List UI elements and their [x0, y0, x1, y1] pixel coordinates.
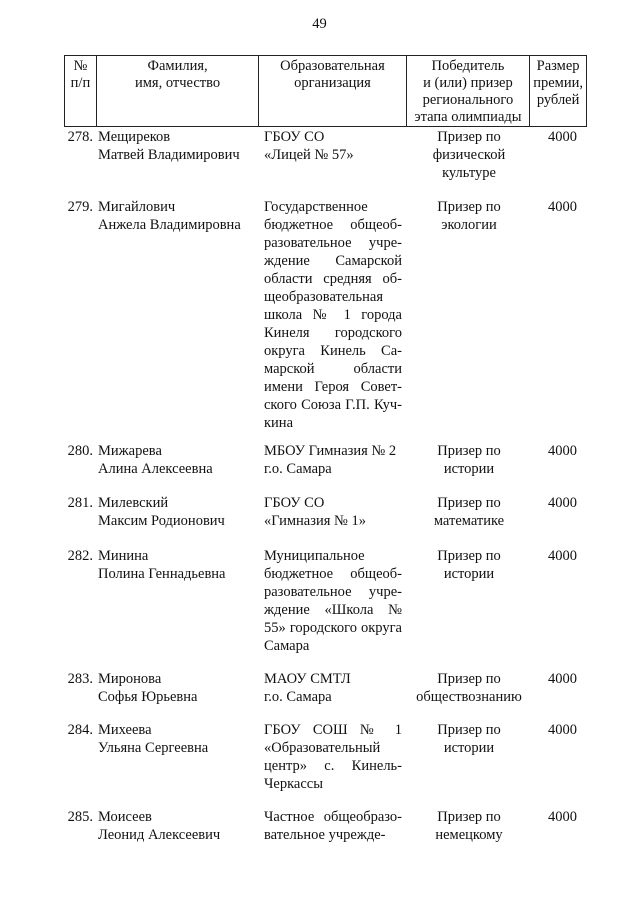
header-name: Фамилия, имя, отчество: [97, 56, 259, 126]
row-name: Милевский Максим Родионович: [98, 495, 225, 529]
row-name: Михеева Ульяна Сергеевна: [98, 722, 209, 756]
row-name: Мигайлович Анжела Владимировна: [98, 199, 241, 233]
row-organization: Частное общеобразо-вательное учрежде-: [264, 809, 402, 843]
row-award: Призер по обществознанию: [416, 671, 522, 705]
table-row: [64, 128, 587, 182]
row-number: 285.: [67, 809, 93, 825]
row-award: Призер по экологии: [437, 199, 501, 233]
table-row: [64, 547, 587, 655]
table-row: [64, 808, 587, 844]
row-organization: Государственное бюджетное общеоб-разовательное учре-ждение Самарской области средняя об-щеобразовательная школа № 1 города Кинеля городского округа Кинель Са-марской области имени Героя Совет-ского Союза Г.П. Куч-кина: [264, 199, 402, 431]
row-organization: ГБОУ СО «Лицей № 57»: [264, 129, 354, 163]
row-award: Призер по истории: [437, 548, 501, 582]
header-number: № п/п: [65, 56, 97, 126]
row-award: Призер по истории: [437, 722, 501, 756]
table-header: [64, 55, 587, 127]
table-row: [64, 442, 587, 478]
row-number: 280.: [67, 443, 93, 459]
row-organization: ГБОУ СОШ № 1 «Образовательный центр» с. Кинель-Черкассы: [264, 722, 402, 792]
row-prize: 4000: [548, 548, 577, 564]
row-award: Призер по физической культуре: [432, 129, 506, 181]
row-award: Призер по истории: [437, 443, 501, 477]
table-row: [64, 721, 587, 793]
row-organization: ГБОУ СО «Гимназия № 1»: [264, 495, 366, 529]
row-organization: МАОУ СМТЛ г.о. Самара: [264, 671, 351, 705]
row-number: 283.: [67, 671, 93, 687]
row-name: Миронова Софья Юрьевна: [98, 671, 198, 705]
row-number: 282.: [67, 548, 93, 564]
row-prize: 4000: [548, 495, 577, 511]
row-prize: 4000: [548, 443, 577, 459]
row-number: 281.: [67, 495, 93, 511]
row-prize: 4000: [548, 129, 577, 145]
row-organization: МБОУ Гимназия № 2 г.о. Самара: [264, 443, 397, 477]
row-name: Мижарева Алина Алексеевна: [98, 443, 213, 477]
table-row: [64, 670, 587, 706]
page-number: 49: [312, 16, 327, 32]
row-name: Моисеев Леонид Алексеевич: [98, 809, 221, 843]
row-award: Призер по математике: [433, 495, 505, 529]
row-number: 284.: [67, 722, 93, 738]
row-organization: Муниципальное бюджетное общеоб-разовательное учре-ждение «Школа № 55» городского округа Самара: [264, 548, 402, 654]
header-award: Победитель и (или) призер регионального этапа олимпиады: [407, 56, 531, 126]
row-name: Минина Полина Геннадьевна: [98, 548, 226, 582]
row-award: Призер по немецкому: [435, 809, 503, 843]
row-number: 279.: [67, 199, 93, 215]
row-prize: 4000: [548, 199, 577, 215]
table-row: [64, 198, 587, 432]
row-name: Мещиреков Матвей Владимирович: [98, 129, 240, 163]
row-prize: 4000: [548, 722, 577, 738]
row-prize: 4000: [548, 671, 577, 687]
row-prize: 4000: [548, 809, 577, 825]
header-organization: Образовательная организация: [259, 56, 406, 126]
row-number: 278.: [67, 129, 93, 145]
header-prize: Размер премии, рублей: [533, 58, 583, 108]
table-row: [64, 494, 587, 530]
